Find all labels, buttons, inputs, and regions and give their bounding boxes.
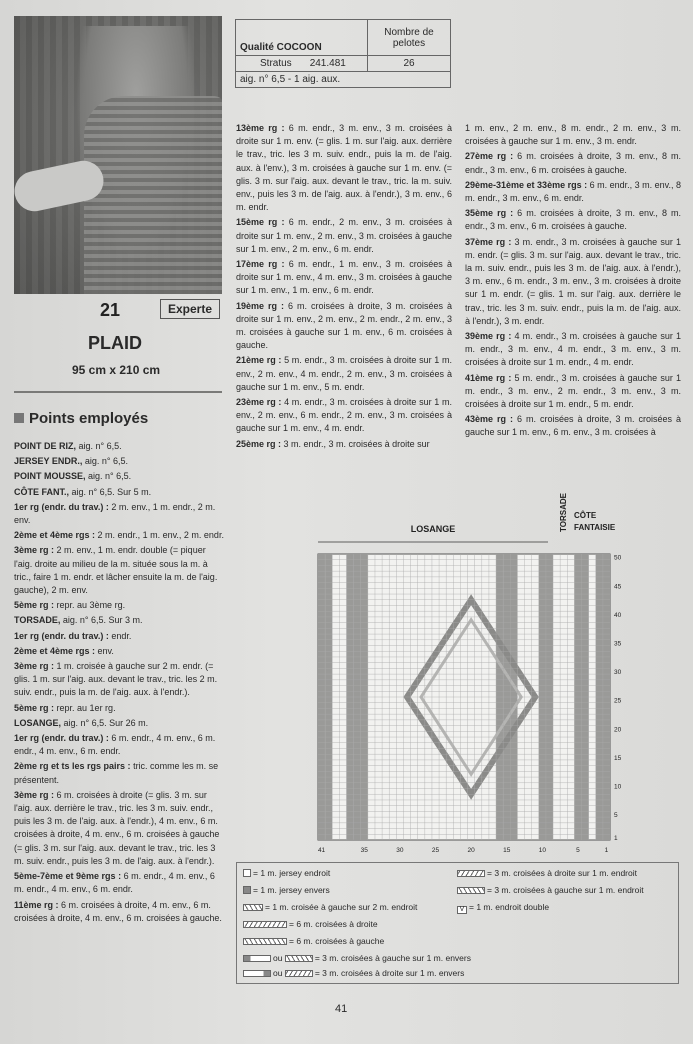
instruction-paragraph	[465, 372, 681, 412]
knit-symbol-icon	[243, 869, 251, 877]
instruction-paragraph	[14, 470, 224, 483]
instruction-text: 6 m. croisées à droite, 3 m. croisées à gauche sur 1 m. env., 6 m. env., 3 m. croisées à	[465, 414, 681, 438]
instruction-label: 2ème et 4ème rgs :	[14, 530, 96, 541]
cable6-right-icon	[243, 921, 287, 928]
instruction-text: aig. n° 6,5. Sur 5 m.	[69, 486, 152, 497]
instruction-paragraph	[14, 717, 224, 730]
instruction-paragraph	[14, 544, 224, 597]
instruction-text: 1 m. env., 2 m. env., 8 m. endr., 2 m. env., 3 m. croisées à gauche sur 1 m. env., 3 m. endr.	[465, 123, 681, 147]
instruction-text: aig. n° 6,5. Sur 26 m.	[61, 717, 149, 728]
instruction-text: 2 m. env., 1 m. endr. double (= piquer l'aig. droite au milieu de la m. située sous la m. à tric., faire 1 m. endr. et lâcher ensuite la m. de l'aig. gauche), 2 m. env.	[14, 545, 218, 596]
section-heading-text: Points employés	[29, 410, 149, 427]
instruction-label: TORSADE,	[14, 615, 61, 626]
difficulty-badge: Experte	[160, 299, 220, 319]
purl-symbol-icon	[243, 886, 251, 894]
instruction-label: 1er rg (endr. du trav.) :	[14, 501, 109, 512]
y-tick-label: 20	[614, 726, 622, 734]
cable3-left-purl-alt-icon	[285, 955, 313, 962]
x-tick-label: 25	[431, 847, 440, 854]
legend-envers: = 1 m. jersey envers	[243, 885, 330, 895]
instruction-label: 5ème rg :	[14, 600, 55, 611]
instruction-paragraph	[14, 660, 224, 700]
quality-header: Qualité COCOON	[236, 20, 368, 56]
knitting-chart	[236, 490, 682, 860]
label-torsade: TORSADE	[559, 493, 568, 532]
legend-c3-droite-end: = 3 m. croisées à droite sur 1 m. endroit	[457, 868, 637, 878]
instruction-text: 6 m. endr., 3 m. env., 3 m. croisées à droite sur 1 m. env. (= glis. 1 m. sur l'aig. aux. derrière le trav., tric. les 3 m. suiv. endr., puis la m. de l'aig. aux. à l'env.), 3 m. croisées à gauche sur 1 m. env. (= glis. 3 m. sur l'aig. aux. devant le trav., tric. la m. suiv. env., puis les 3 m. de l'aig. aux. à l'endr.), 3 m. env., 6 m. endr.	[236, 123, 452, 213]
instruction-text: repr. au 3ème rg.	[54, 600, 126, 611]
x-tick-label: 30	[396, 847, 404, 854]
double-knit-icon: V	[457, 906, 467, 914]
instruction-label: 11ème rg :	[14, 899, 59, 910]
instruction-label: JERSEY ENDR.,	[14, 456, 83, 467]
needles-info: aig. n° 6,5 - 1 aig. aux.	[236, 72, 451, 88]
instructions-right-column	[465, 122, 681, 442]
y-tick-label: 10	[614, 783, 622, 791]
instruction-text: aig. n° 6,5. Sur 3 m.	[60, 615, 143, 626]
instruction-label: 15ème rg :	[236, 217, 285, 228]
y-tick-label: 35	[614, 640, 622, 648]
instruction-paragraph	[14, 529, 224, 542]
x-tick-label: 41	[317, 847, 326, 854]
y-tick-label: 15	[614, 754, 622, 762]
instruction-label: 1er rg (endr. du trav.) :	[14, 733, 109, 744]
instruction-text: aig. n° 6,5.	[76, 441, 122, 451]
cross-left-2-icon	[243, 904, 263, 911]
instruction-paragraph	[236, 300, 452, 353]
instruction-label: 5ème-7ème et 9ème rgs :	[14, 871, 122, 882]
stitches-left-column	[14, 440, 224, 927]
y-tick-label: 5	[614, 812, 618, 820]
yarn-ref: 241.481	[309, 58, 346, 69]
legend-c3-gauche-env: ou = 3 m. croisées à gauche sur 1 m. envers	[243, 953, 471, 963]
photo-blanket	[84, 96, 222, 294]
y-tick-label: 50	[614, 554, 622, 562]
instruction-paragraph	[465, 150, 681, 176]
page-number: 41	[335, 1003, 348, 1015]
instruction-paragraph	[465, 207, 681, 233]
instruction-paragraph	[14, 645, 224, 658]
cable3-right-knit-icon	[457, 870, 485, 877]
instruction-label: 37ème rg :	[465, 236, 512, 247]
pattern-title: PLAID	[88, 333, 142, 353]
legend-c3-gauche-end: = 3 m. croisées à gauche sur 1 m. endroit	[457, 885, 644, 895]
square-bullet-icon	[14, 413, 24, 423]
instruction-text: aig. n° 6,5.	[85, 471, 132, 482]
instruction-paragraph	[14, 486, 224, 499]
model-photo	[14, 16, 222, 294]
instruction-text: 6 m. endr., 4 m. env., 6 m. endr., 4 m. env., 6 m. endr.	[14, 733, 216, 757]
instruction-text: 3 m. endr., 3 m. croisées à gauche sur 1 m. endr. (= glis. 3 m. sur l'aig. aux. devant le trav., tric. la m. suiv. endr., puis les 3 m. de l'aig. aux. à l'endr.), 3 m. env., 6 m. endr., 3 m. env., 3 m. croisées à droite sur 1 m. endr. (= glis. 1 m. sur l'aig. aux. derrière le trav., tric. les 3 m. suiv. endr., puis la m. de l'aig. aux. à l'endr.), 3 m. endr.	[465, 236, 681, 326]
instruction-text: aig. n° 6,5.	[82, 456, 128, 467]
instruction-text: env.	[95, 645, 114, 656]
instruction-text: 3 m. endr., 3 m. croisées à droite sur	[281, 438, 430, 449]
quality-table	[235, 19, 451, 88]
instruction-paragraph	[236, 216, 452, 256]
instruction-text: 5 m. endr., 3 m. croisées à gauche sur 1 m. endr., 3 m. env., 2 m. endr., 3 m. env., 3 m. croisées à droite sur 1 m. endr., 5 m. endr.	[465, 372, 681, 410]
instructions-middle-column	[236, 122, 452, 453]
cable3-left-knit-icon	[457, 887, 485, 894]
y-tick-label: 45	[614, 583, 622, 591]
section-heading	[14, 410, 148, 427]
instruction-text: 6 m. croisées à droite, 3 m. env., 8 m. endr., 3 m. env., 6 m. croisées à gauche.	[465, 151, 681, 175]
instruction-paragraph	[465, 413, 681, 439]
instruction-label: 23ème rg :	[236, 397, 282, 408]
cable3-left-purl-icon	[243, 955, 271, 962]
instruction-paragraph	[14, 599, 224, 612]
instruction-text: endr.	[108, 630, 132, 641]
cable3-right-purl-alt-icon	[285, 970, 313, 977]
cable3-right-purl-icon	[243, 970, 271, 977]
chart-svg	[236, 490, 682, 860]
instruction-label: 35ème rg :	[465, 208, 514, 219]
instruction-label: 2ème et 4ème rgs :	[14, 645, 96, 656]
title-rule	[14, 391, 222, 393]
instruction-paragraph	[14, 789, 224, 868]
instruction-text: 4 m. endr., 3 m. croisées à gauche sur 1 m. endr., 3 m. env., 4 m. endr., 3 m. env., 3 m. croisées à droite sur 1 m. endr., 4 m. endr.	[465, 331, 681, 368]
instruction-paragraph	[14, 870, 224, 896]
x-tick-label: 1	[604, 847, 609, 854]
instruction-text: 2 m. endr., 1 m. env., 2 m. endr.	[95, 530, 224, 541]
legend-c6-gauche: = 6 m. croisées à gauche	[243, 936, 384, 946]
instruction-label: POINT DE RIZ,	[14, 441, 77, 451]
instruction-paragraph	[236, 354, 452, 394]
instruction-label: 2ème rg et ts les rgs pairs :	[14, 761, 131, 772]
instruction-paragraph	[14, 732, 224, 758]
instruction-label: 43ème rg :	[465, 414, 514, 425]
ball-count: 26	[368, 56, 451, 72]
instruction-label: 3ème rg :	[14, 661, 55, 672]
instruction-paragraph	[14, 614, 224, 627]
instruction-paragraph	[236, 438, 452, 451]
yarn-cell	[236, 56, 368, 72]
y-tick-label: 30	[614, 669, 622, 677]
yarn-name: Stratus	[260, 58, 292, 69]
instruction-label: 27ème rg :	[465, 151, 514, 162]
instruction-text: tric. comme les m. se présentent.	[14, 761, 219, 785]
instruction-paragraph	[236, 396, 452, 436]
legend-double: V = 1 m. endroit double	[457, 902, 549, 914]
y-tick-label: 40	[614, 611, 622, 619]
x-tick-label: 5	[576, 847, 580, 854]
instruction-text: 4 m. endr., 3 m. croisées à droite sur 1 m. env., 2 m. env., 6 m. endr., 2 m. env., 3 m. croisées à gauche sur 1 m. env., 4 m. endr.	[236, 397, 452, 434]
chart-legend	[236, 862, 679, 984]
instruction-text: repr. au 1er rg.	[54, 702, 116, 713]
legend-c3-droite-env: ou = 3 m. croisées à droite sur 1 m. envers	[243, 968, 464, 978]
instruction-label: 41ème rg :	[465, 372, 512, 383]
pattern-dimensions: 95 cm x 210 cm	[72, 363, 161, 377]
instruction-label: 19ème rg :	[236, 300, 285, 311]
instruction-paragraph	[14, 501, 224, 527]
instruction-text: 6 m. croisées à droite, 4 m. env., 6 m. croisées à droite, 4 m. env., 6 m. croisées à gauche.	[14, 899, 222, 923]
label-fantaisie: FANTAISIE	[574, 523, 616, 532]
x-tick-label: 35	[360, 847, 368, 854]
instruction-paragraph	[14, 455, 224, 468]
instruction-label: POINT MOUSSE,	[14, 471, 86, 482]
instruction-label: 3ème rg :	[14, 789, 55, 800]
instruction-text: 6 m. endr., 3 m. env., 8 m. endr., 3 m. env., 6 m. endr.	[465, 179, 681, 204]
instruction-label: CÔTE FANT.,	[14, 486, 70, 497]
instruction-paragraph	[236, 258, 452, 298]
instruction-label: 25ème rg :	[236, 438, 282, 449]
instruction-text: 6 m. endr., 1 m. env., 3 m. croisées à droite sur 1 m. env., 4 m. env., 3 m. croisées à gauche sur 1 m. env., 1 m. env., 6 m. endr.	[236, 259, 452, 296]
instruction-text: 5 m. endr., 3 m. croisées à droite sur 1 m. env., 2 m. env., 4 m. endr., 2 m. env., 3 m. croisées à gauche sur 1 m. env., 5 m. endr.	[236, 355, 452, 392]
instruction-text: 1 m. croisée à gauche sur 2 m. endr. (= glis. 1 m. sur l'aig. aux. devant le trav., tric. les 2 m. suiv. endr., puis la m. de l'aig. aux. à l'endr.).	[14, 661, 218, 698]
instruction-text: 6 m. endr., 2 m. env., 3 m. croisées à droite sur 1 m. env., 2 m. env., 3 m. croisées à gauche sur 1 m. env., 2 m. env., 6 m. endr.	[236, 217, 452, 254]
instruction-paragraph	[465, 179, 681, 205]
legend-c6-droite: = 6 m. croisées à droite	[243, 919, 378, 929]
instruction-label: 1er rg (endr. du trav.) :	[14, 630, 109, 641]
legend-c-gauche-2: = 1 m. croisée à gauche sur 2 m. endroit	[243, 902, 417, 912]
instruction-paragraph	[14, 899, 224, 925]
instruction-text: 6 m. croisées à droite, 3 m. croisées à droite sur 1 m. env., 2 m. env., 2 m. endr., 2 m. env., 3 m. croisées à gauche sur 1 m. env., 6 m. croisées à gauche.	[236, 300, 452, 351]
pattern-number: 21	[100, 300, 121, 320]
instruction-paragraph	[14, 760, 224, 786]
instruction-text: 6 m. endr., 4 m. env., 6 m. endr., 4 m. env., 6 m. endr.	[14, 871, 215, 895]
instruction-paragraph	[14, 702, 224, 715]
instruction-label: LOSANGE,	[14, 717, 62, 728]
label-losange: LOSANGE	[410, 524, 456, 534]
cable6-left-icon	[243, 938, 287, 945]
instruction-text: 6 m. croisées à droite (= glis. 3 m. sur l'aig. aux. derrière le trav., tric. les 3 m. suiv. endr., puis les 3 m. de l'aig. aux. à l'endr.), 4 m. env., 6 m. croisées à droite, 4 m. env., 6 m. croisées à gauche (= glis. 3 m. sur l'aig. aux. devant le trav., tric. les 3 m. suiv. endr., puis les 3 m. de l'aig. aux. à l'endr.).	[14, 789, 220, 866]
instruction-paragraph	[236, 122, 452, 214]
instruction-label: 5ème rg :	[14, 702, 55, 713]
instruction-label: 39ème rg :	[465, 331, 512, 342]
instruction-paragraph	[14, 440, 224, 453]
x-tick-label: 20	[467, 847, 475, 854]
instruction-paragraph	[465, 236, 681, 328]
instruction-text: 6 m. croisées à droite, 3 m. env., 8 m. endr., 3 m. env., 6 m. croisées à gauche.	[465, 208, 681, 232]
instruction-label: 3ème rg :	[14, 545, 55, 556]
count-header: Nombre de pelotes	[368, 20, 451, 56]
instruction-label: 21ème rg :	[236, 355, 282, 366]
instruction-label: 13ème rg :	[236, 123, 285, 133]
instruction-text: 2 m. env., 1 m. endr., 2 m. env.	[14, 501, 216, 526]
label-cote: CÔTE	[574, 511, 597, 520]
instruction-paragraph	[14, 630, 224, 643]
y-tick-label: 1	[614, 835, 618, 842]
instruction-paragraph	[465, 330, 681, 370]
y-tick-label: 25	[614, 697, 622, 705]
legend-endroit: = 1 m. jersey endroit	[243, 868, 330, 878]
instruction-label: 17ème rg :	[236, 259, 285, 270]
instruction-label: 29ème-31ème et 33ème rgs :	[465, 179, 588, 190]
x-tick-label: 15	[503, 847, 511, 854]
instruction-paragraph	[465, 122, 681, 148]
x-tick-label: 10	[538, 847, 546, 854]
